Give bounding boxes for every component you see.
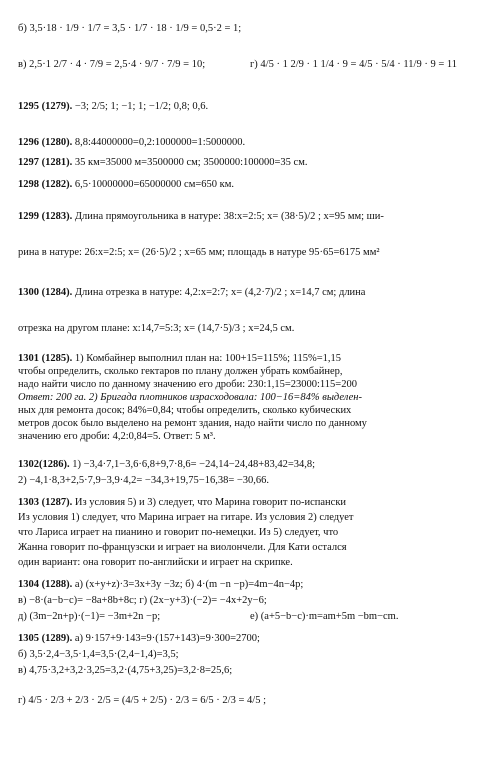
line-l2b [250, 58, 457, 71]
line-l24 [18, 556, 293, 569]
line-l27b-text: е) (a+5−b−c)·m=am+5m −bm−cm. [250, 611, 399, 622]
line-l26-text: в) −8·(a−b−c)= −8a+8b+8c; г) (2x−y+3)·(−2)= −4x+2y−6; [18, 595, 267, 606]
line-l27a-text: д) (3m−2n+p)·(−1)= −3m+2n −p; [18, 611, 161, 622]
task-text: 1) −3,4·7,1−3,6·6,8+9,7·8,6= −24,14−24,48+83,42=34,8; [69, 459, 316, 470]
line-l2b-text: г) 4/5 · 1 2/9 · 1 1/4 · 9 = 4/5 · 5/4 · 11/9 · 9 = 11 [250, 59, 457, 70]
line-l14-text: Ответ: 200 га. 2) Бригада плотников израсходовала: 100−16=84% выделен- [18, 392, 362, 403]
task-1300 [18, 286, 365, 299]
line-l10-text: отрезка на другом плане: x:14,7=5:3; x= (14,7·5)/3 ; x=24,5 см. [18, 323, 295, 334]
line-l19 [18, 474, 269, 487]
line-l27b [250, 610, 398, 623]
task-number: 1301 (1285). [18, 353, 73, 364]
line-l12 [18, 365, 343, 378]
line-l24-text: один вариант: она говорит по-английски и играет на скрипке. [18, 557, 293, 568]
line-l31 [18, 694, 266, 707]
task-text: а) 9·157+9·143=9·(157+143)=9·300=2700; [72, 633, 260, 644]
task-number: 1299 (1283). [18, 211, 73, 222]
task-number: 1304 (1288). [18, 579, 73, 590]
line-l2a-text: в) 2,5·1 2/7 · 4 · 7/9 = 2,5·4 · 9/7 · 7/9 = 10; [18, 59, 206, 70]
task-text: Длина прямоугольника в натуре: 38:x=2:5; x= (38·5)/2 ; x=95 мм; ши- [72, 211, 384, 222]
task-text: 6,5·10000000=65000000 см=650 км. [72, 179, 235, 190]
line-l1-text: б) 3,5·18 · 1/9 · 1/7 = 3,5 · 1/7 · 18 · 1/9 = 0,5·2 = 1; [18, 23, 242, 34]
line-l21 [18, 511, 353, 524]
task-1299 [18, 210, 384, 223]
line-l27a [18, 610, 160, 623]
task-1304 [18, 578, 303, 591]
line-l15-text: ных для ремонта досок; 84%=0,84; чтобы определить, сколько кубических [18, 405, 352, 416]
task-1297 [18, 156, 307, 169]
task-1301 [18, 352, 341, 365]
task-number: 1295 (1279). [18, 101, 73, 112]
task-1302 [18, 458, 315, 471]
task-text: Из условия 5) и 3) следует, что Марина говорит по-испански [72, 497, 347, 508]
line-l19-text: 2) −4,1·8,3+2,5·7,9−3,9·4,2= −34,3+19,75−16,38= −30,66. [18, 475, 270, 486]
line-l16-text: метров досок было выделено на ремонт здания, надо найти число по данному [18, 418, 367, 429]
task-1296 [18, 136, 245, 149]
task-text: а) (x+y+z)·3=3x+3y −3z; б) 4·(m −n −p)=4m−4n−4p; [72, 579, 304, 590]
task-text: Длина отрезка в натуре: 4,2:x=2:7; x= (4,2·7)/2 ; x=14,7 см; длина [72, 287, 366, 298]
line-l31-text: г) 4/5 · 2/3 + 2/3 · 2/5 = (4/5 + 2/5) · 2/3 = 6/5 · 2/3 = 4/5 ; [18, 695, 266, 706]
task-text: 1) Комбайнер выполнил план на: 100+15=115%; 115%=1,15 [72, 353, 342, 364]
task-text: −3; 2/5; 1; −1; 1; −1/2; 0,8; 0,6. [72, 101, 209, 112]
task-number: 1303 (1287). [18, 497, 73, 508]
task-number: 1297 (1281). [18, 157, 73, 168]
line-l30 [18, 664, 232, 677]
line-l21-text: Из условия 1) следует, что Марина играет на гитаре. Из условия 2) следует [18, 512, 354, 523]
line-l26 [18, 594, 267, 607]
line-l30-text: в) 4,75·3,2+3,2·3,25=3,2·(4,75+3,25)=3,2·8=25,6; [18, 665, 233, 676]
line-l23 [18, 541, 347, 554]
line-l29 [18, 648, 179, 661]
line-l14 [18, 391, 362, 404]
task-number: 1300 (1284). [18, 287, 73, 298]
line-l17-text: значению его дроби: 4,2:0,84=5. Ответ: 5 м³. [18, 431, 216, 442]
line-l15 [18, 404, 351, 417]
line-l29-text: б) 3,5·2,4−3,5·1,4=3,5·(2,4−1,4)=3,5; [18, 649, 179, 660]
line-l22 [18, 526, 338, 539]
task-number: 1298 (1282). [18, 179, 73, 190]
line-l23-text: Жанна говорит по-французски и играет на виолончели. Для Кати остался [18, 542, 347, 553]
line-l17 [18, 430, 216, 443]
task-number: 1305 (1289). [18, 633, 73, 644]
task-1303 [18, 496, 346, 509]
line-l8-text: рина в натуре: 26:x=2:5; x= (26·5)/2 ; x=65 мм; площадь в натуре 95·65=6175 мм² [18, 247, 380, 258]
line-l2a [18, 58, 205, 71]
line-l13-text: надо найти число по данному значению его дроби: 230:1,15=23000:115=200 [18, 379, 357, 390]
task-number: 1296 (1280). [18, 137, 73, 148]
line-l8 [18, 246, 379, 259]
task-text: 8,8:44000000=0,2:1000000=1:5000000. [72, 137, 246, 148]
line-l22-text: что Лариса играет на пианино и говорит по-немецки. Из 5) следует, что [18, 527, 339, 538]
task-text: 35 км=35000 м=3500000 см; 3500000:100000=35 см. [72, 157, 308, 168]
task-1305 [18, 632, 260, 645]
line-l10 [18, 322, 294, 335]
task-1295 [18, 100, 208, 113]
line-l16 [18, 417, 367, 430]
line-l1 [18, 22, 241, 35]
task-1298 [18, 178, 234, 191]
line-l13 [18, 378, 357, 391]
line-l12-text: чтобы определить, сколько гектаров по плану должен убрать комбайнер, [18, 366, 343, 377]
task-number: 1302(1286). [18, 459, 70, 470]
